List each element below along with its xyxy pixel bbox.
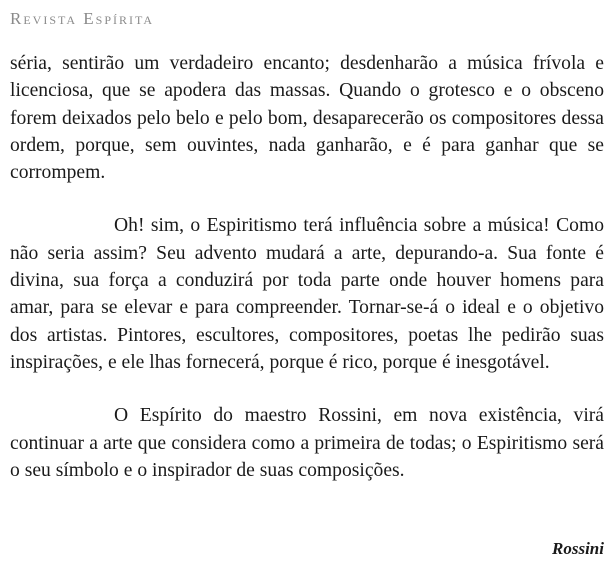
paragraph-continuation: séria, sentirão um verdadeiro encanto; desdenharão a música frívola e licenciosa, que se apodera das massas. Quando o grotesco e o obsceno forem deixados pelo belo e pelo bom, desaparecerão os compositores dessa ordem, porque, sem ouvintes, nada ganharão, e é para ganhar que se corrompem. bbox=[10, 53, 604, 184]
signature: Rossini bbox=[552, 539, 604, 558]
paragraph-rossini-spirit: O Espírito do maestro Rossini, em nova existência, virá continuar a arte que considera como a primeira de todas; o Espiritismo será o seu símbolo e o inspirador de suas composições. bbox=[10, 405, 604, 481]
paragraph-spiritism-music: Oh! sim, o Espiritismo terá influência sobre a música! Como não seria assim? Seu advento mudará a arte, depurando-a. Sua fonte é divina, sua força a conduzirá por toda parte onde houver homens para amar, para se elevar e para compreender. Tornar-se-á o ideal e o objetivo dos artistas. Pintores, escultores, compositores, poetas lhe pedirão suas inspirações, e ele lhas fornecerá, porque é rico, porque é inesgotável. bbox=[10, 215, 604, 373]
body-text bbox=[10, 50, 604, 484]
running-header: Revista Espírita bbox=[10, 9, 155, 28]
document-page bbox=[10, 0, 604, 484]
